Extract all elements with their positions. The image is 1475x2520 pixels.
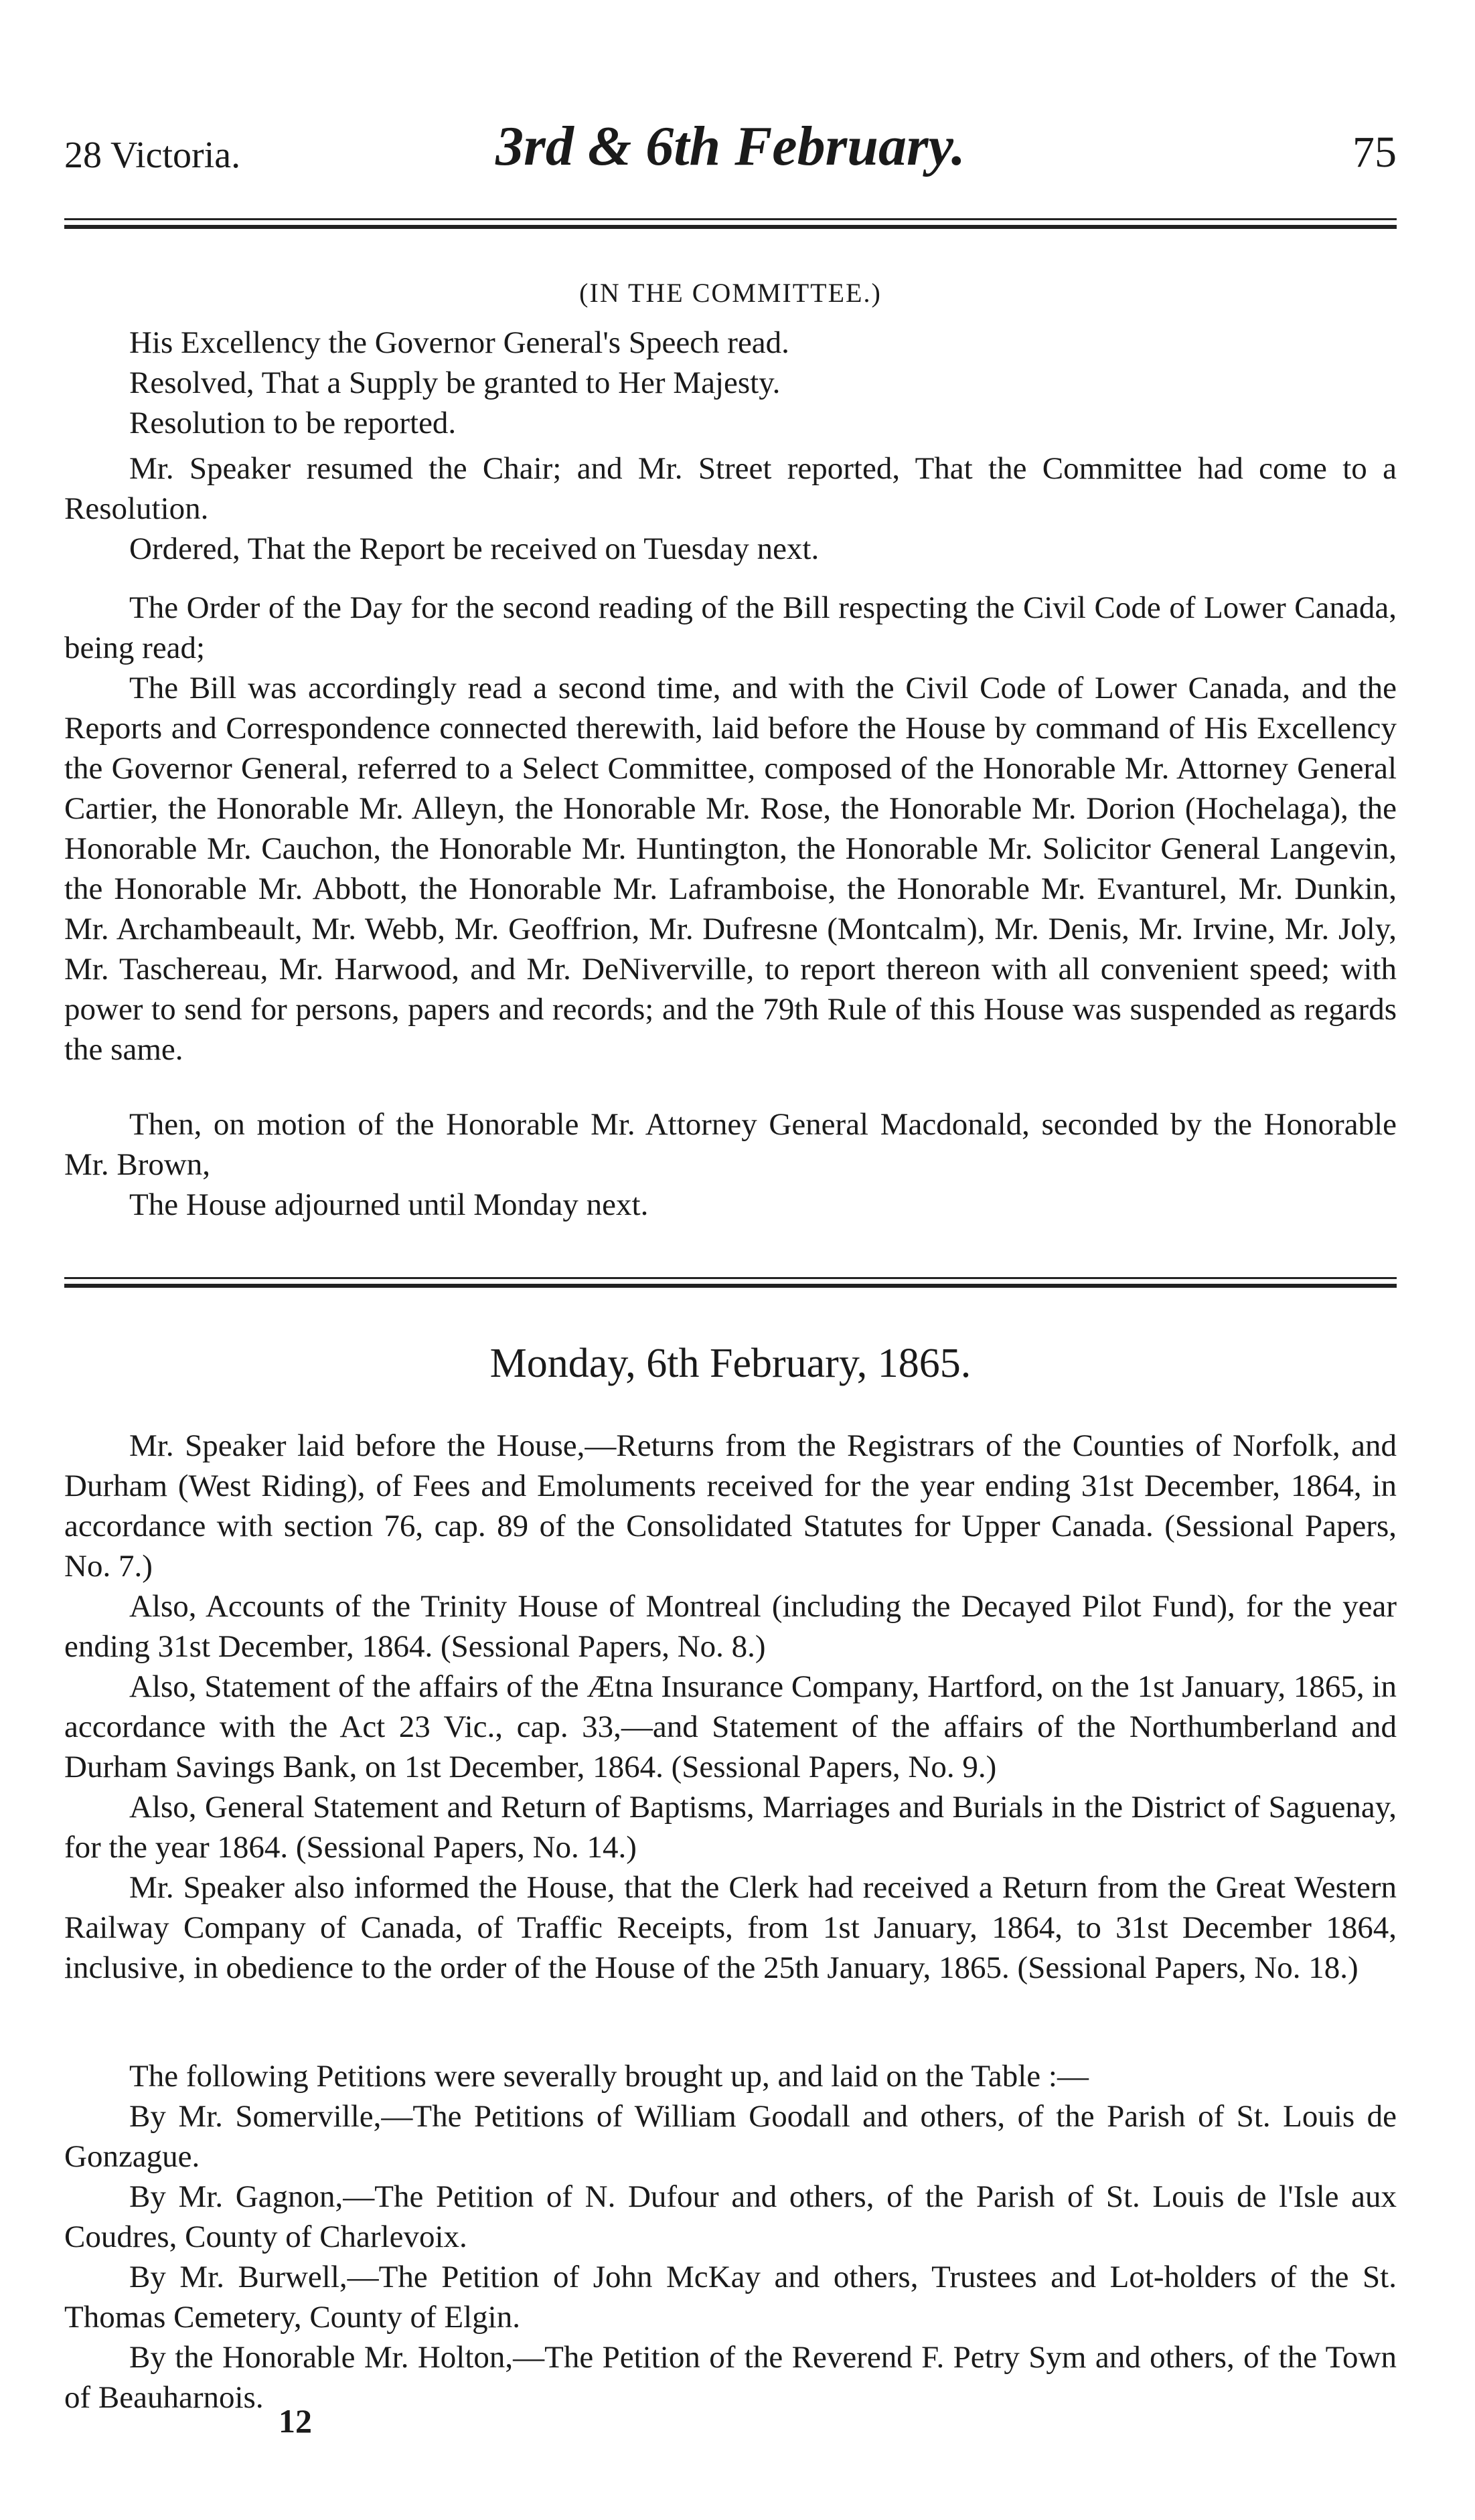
civil-code-section xyxy=(64,588,1397,1070)
page-title: 3rd & 6th February. xyxy=(495,115,965,177)
date-heading: Monday, 6th February, 1865. xyxy=(489,1341,972,1386)
committee-line: Ordered, That the Report be received on Tuesday next. xyxy=(129,531,820,566)
committee-line: His Excellency the Governor General's Speech read. xyxy=(129,325,789,360)
paragraph: The following Petitions were severally brought up, and laid on the Table :— xyxy=(129,2059,1089,2094)
committee-section xyxy=(64,273,1397,569)
session-label: 28 Victoria. xyxy=(64,135,241,176)
paragraph: Mr. Speaker also informed the House, that the Clerk had received a Return from the Great Western Railway Company of Canada, of Traffic Receipts, from 1st January, 1864, to 31st December 1864, inclusive, in obedience to the order of the House of the 25th January, 1865. (Sessional Papers, No. 18.) xyxy=(64,1870,1397,1985)
paragraph: Also, Accounts of the Trinity House of Montreal (including the Decayed Pilot Fund), for the year ending 31st December, 1864. (Sessional Papers, No. 8.) xyxy=(64,1589,1397,1664)
petition-item: By the Honorable Mr. Holton,—The Petition of the Reverend F. Petry Sym and others, of the Town of Beauharnois. xyxy=(64,2340,1397,2415)
petition-item: By Mr. Burwell,—The Petition of John McKay and others, Trustees and Lot-holders of the St. Thomas Cemetery, County of Elgin. xyxy=(64,2260,1397,2335)
monday-section xyxy=(64,1426,1397,1988)
header-rule xyxy=(64,218,1397,229)
section-rule xyxy=(64,1277,1397,1288)
committee-heading: (IN THE COMMITTEE.) xyxy=(579,278,882,308)
adjournment-section xyxy=(64,1104,1397,1225)
paragraph: The Bill was accordingly read a second time, and with the Civil Code of Lower Canada, and the Reports and Correspondence connected therewith, laid before the House by command of His Excellency the Governor General, referred to a Select Committee, composed of the Honorable Mr. Attorney General Cartier, the Honorable Mr. Alleyn, the Honorable Mr. Rose, the Honorable Mr. Dorion (Hochelaga), the Honorable Mr. Cauchon, the Honorable Mr. Huntington, the Honorable Mr. Solicitor General Langevin, the Honorable Mr. Abbott, the Honorable Mr. Laframboise, the Honorable Mr. Evanturel, Mr. Dunkin, Mr. Archambeault, Mr. Webb, Mr. Geoffrion, Mr. Dufresne (Montcalm), Mr. Denis, Mr. Irvine, Mr. Joly, Mr. Taschereau, Mr. Harwood, and Mr. DeNiverville, to report thereon with all convenient speed; with power to send for persons, papers and records; and the 79th Rule of this House was suspended as regards the same. xyxy=(64,671,1397,1067)
petitions-section xyxy=(64,2056,1397,2418)
paragraph: The Order of the Day for the second reading of the Bill respecting the Civil Code of Lower Canada, being read; xyxy=(64,590,1397,665)
committee-line: Resolved, That a Supply be granted to Her Majesty. xyxy=(129,365,781,400)
paragraph: Mr. Speaker laid before the House,—Returns from the Registrars of the Counties of Norfolk, and Durham (West Riding), of Fees and Emoluments received for the year ending 31st December, 1864, in accordance with section 76, cap. 89 of the Consolidated Statutes for Upper Canada. (Sessional Papers, No. 7.) xyxy=(64,1428,1397,1584)
committee-line: Mr. Speaker resumed the Chair; and Mr. Street reported, That the Committee had come to a Resolution. xyxy=(64,451,1397,526)
paragraph: Then, on motion of the Honorable Mr. Attorney General Macdonald, seconded by the Honorable Mr. Brown, xyxy=(64,1107,1397,1182)
committee-line: Resolution to be reported. xyxy=(129,406,457,440)
page-number: 75 xyxy=(1352,128,1397,177)
petition-item: By Mr. Gagnon,—The Petition of N. Dufour and others, of the Parish of St. Louis de l'Isle aux Coudres, County of Charlevoix. xyxy=(64,2179,1397,2254)
signature-mark: 12 xyxy=(279,2402,312,2440)
page-header xyxy=(64,114,1397,187)
paragraph: Also, General Statement and Return of Baptisms, Marriages and Burials in the District of Saguenay, for the year 1864. (Sessional Papers, No. 14.) xyxy=(64,1790,1397,1865)
paragraph: The House adjourned until Monday next. xyxy=(129,1187,649,1222)
petition-item: By Mr. Somerville,—The Petitions of William Goodall and others, of the Parish of St. Louis de Gonzague. xyxy=(64,2099,1397,2174)
paragraph: Also, Statement of the affairs of the Ætna Insurance Company, Hartford, on the 1st January, 1865, in accordance with the Act 23 Vic., cap. 33,—and Statement of the affairs of the Northumberland and Durham Savings Bank, on 1st December, 1864. (Sessional Papers, No. 9.) xyxy=(64,1669,1397,1784)
